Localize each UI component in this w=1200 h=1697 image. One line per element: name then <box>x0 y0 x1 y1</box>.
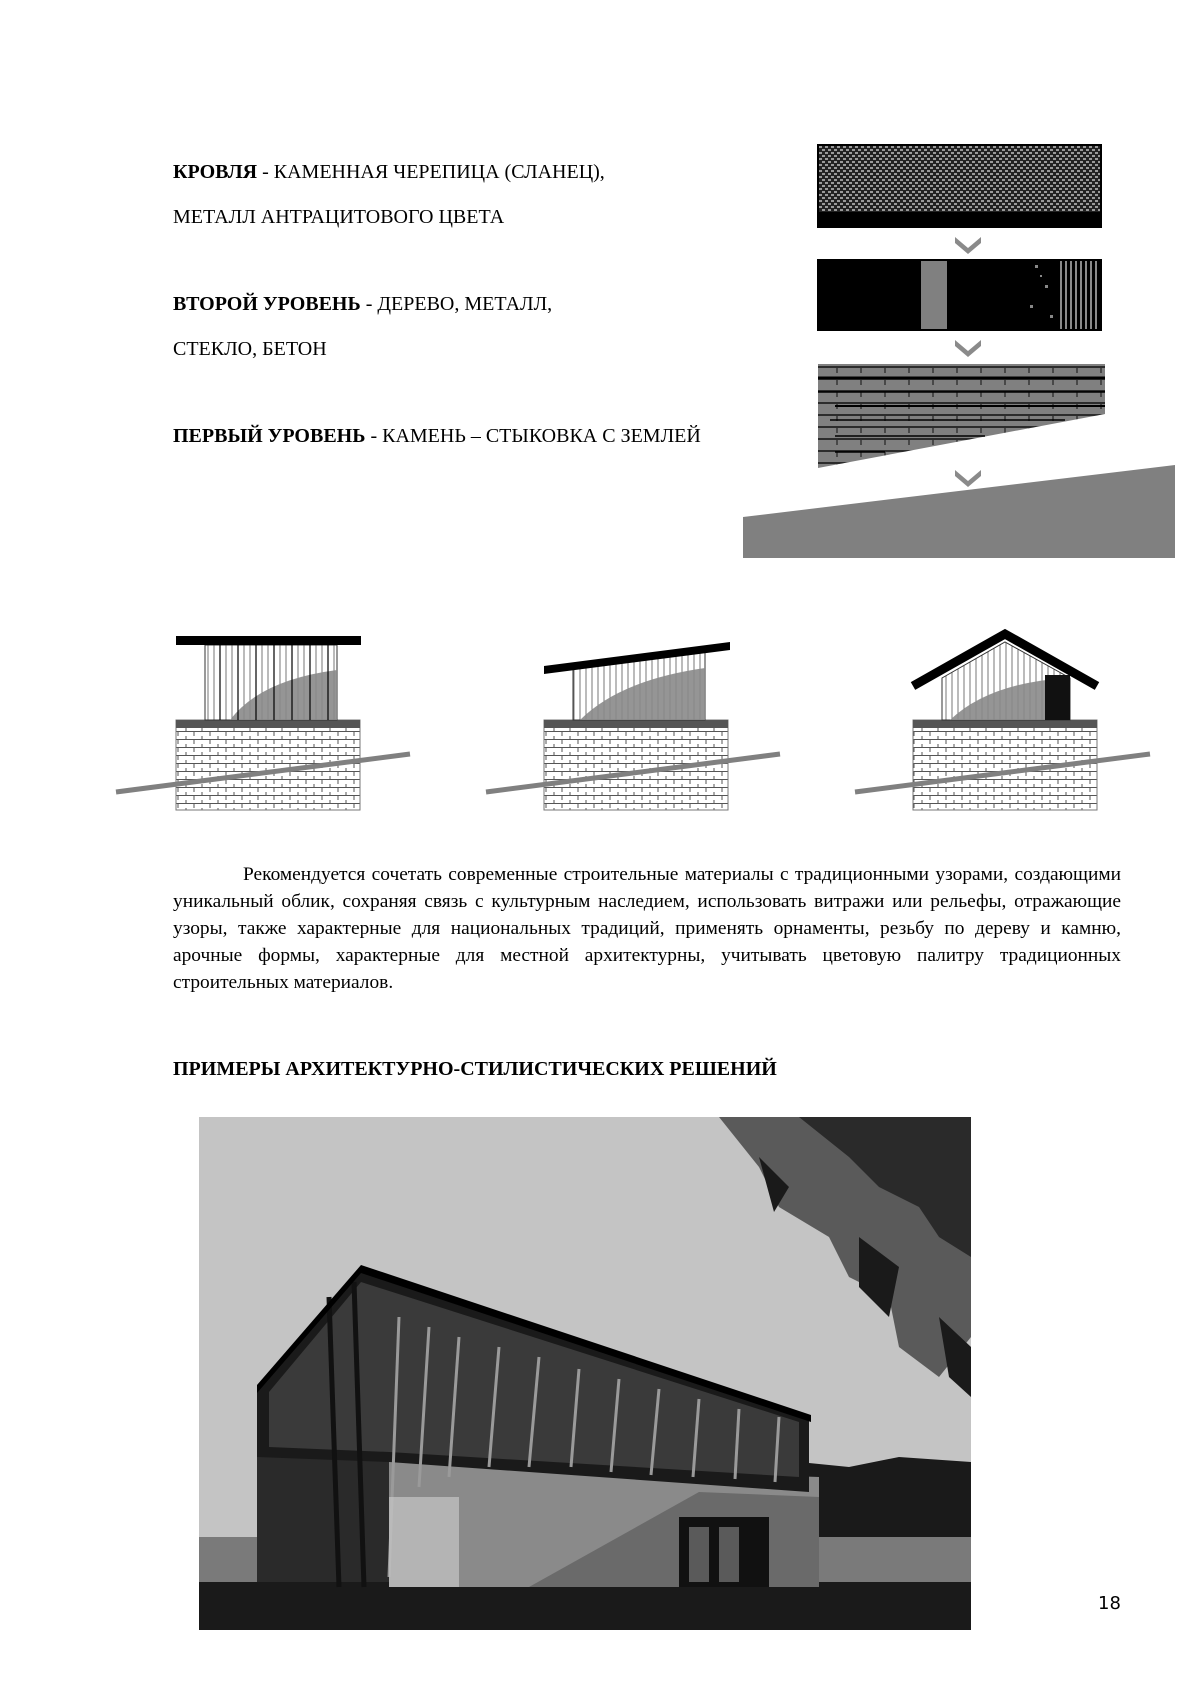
roof-title: КРОВЛЯ <box>173 161 258 183</box>
section-heading: ПРИМЕРЫ АРХИТЕКТУРНО-СТИЛИСТИЧЕСКИХ РЕШЕНИЙ <box>173 1058 777 1080</box>
building-variant-gable-roof <box>855 634 1150 810</box>
first-level-material-swatch <box>818 364 1105 468</box>
chevron-down-icon <box>955 340 981 357</box>
second-level-material-swatch <box>818 260 1101 330</box>
page-number: 18 <box>1098 1593 1121 1614</box>
chevron-down-icon <box>955 237 981 254</box>
second-level-line1 <box>173 292 552 316</box>
second-level-description: - ДЕРЕВО, МЕТАЛЛ, <box>360 293 553 315</box>
roof-description: - КАМЕННАЯ ЧЕРЕПИЦА (СЛАНЕЦ), <box>257 161 605 183</box>
second-level-title: ВТОРОЙ УРОВЕНЬ <box>173 293 361 315</box>
roof-material-line2: МЕТАЛЛ АНТРАЦИТОВОГО ЦВЕТА <box>173 206 505 228</box>
material-swatches <box>735 140 1195 560</box>
first-level-description: - КАМЕНЬ – СТЫКОВКА С ЗЕМЛЕЙ <box>365 425 701 447</box>
second-level-line2: СТЕКЛО, БЕТОН <box>173 338 327 360</box>
roof-material-line1 <box>173 160 605 184</box>
body-paragraph-text: Рекомендуется сочетать современные строительные материалы с традиционными узорами, создающими уникальный облик, сохраняя связь с культурным наследием, использовать витражи или рельефы, отражающие узоры, также характерные для национальных традиций, применять орнаменты, резьбу по дереву и камню, арочные формы, характерные для местной архитектурны, учитывать цветовую палитру традиционных строительных материалов. <box>173 864 1121 993</box>
building-variant-flat-roof <box>116 636 410 810</box>
chevron-down-icon <box>955 470 981 487</box>
first-level-line1 <box>173 424 701 448</box>
body-paragraph <box>173 861 1121 996</box>
first-level-title: ПЕРВЫЙ УРОВЕНЬ <box>173 425 366 447</box>
roof-variants-diagram <box>110 620 1170 850</box>
example-building-photo <box>199 1117 971 1630</box>
building-variant-shed-roof <box>486 642 780 810</box>
